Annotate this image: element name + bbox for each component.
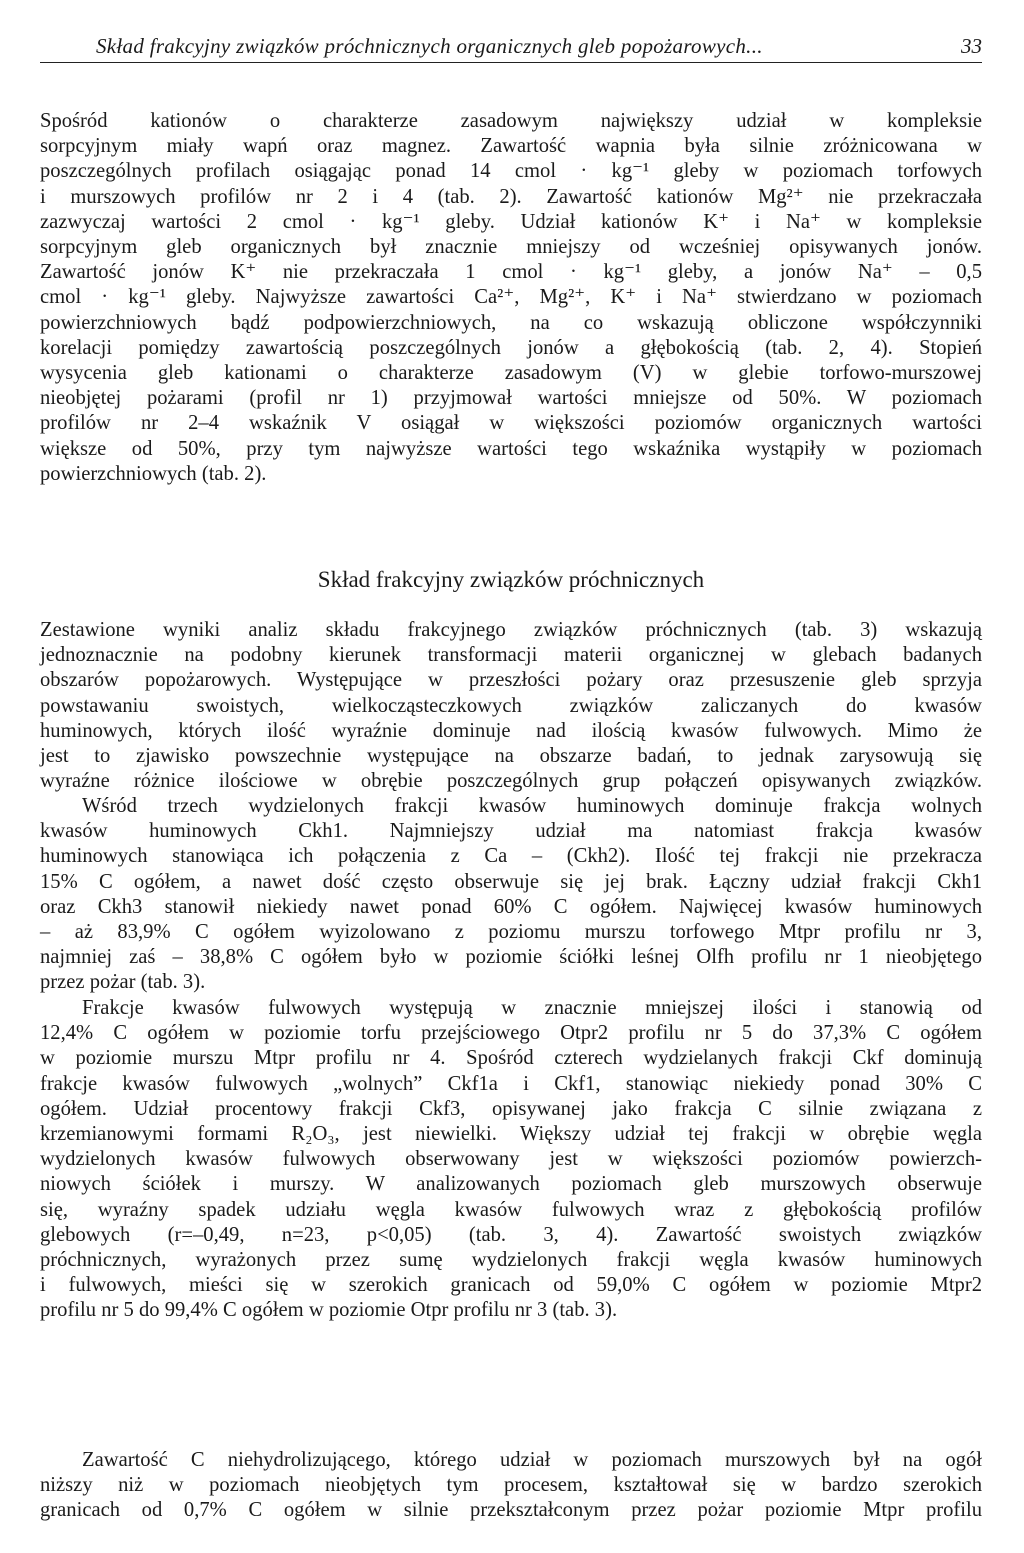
text-line: powierzchniowych bądź podpowierzchniowych, na co wskazują obliczone współczynniki bbox=[40, 311, 982, 334]
text-line: powierzchniowych (tab. 2). bbox=[40, 462, 267, 485]
text-line: powstawaniu swoistych, wielkocząsteczkowych związków zaliczanych do kwasów bbox=[40, 694, 982, 717]
text-line: sorpcyjnym gleb organicznych był znacznie mniejszy od wcześniej opisywanych jonów. bbox=[40, 236, 982, 259]
paragraph-cations bbox=[40, 109, 982, 487]
text-line: Spośród kationów o charakterze zasadowym największy udział w kompleksie bbox=[40, 110, 982, 132]
running-header-title: Skład frakcyjny związków próchnicznych organicznych gleb popożarowych... bbox=[96, 34, 763, 58]
text-line: wyraźne różnice ilościowe w obrębie poszczególnych grup połączeń opisywanych związków. bbox=[40, 770, 982, 793]
text-line: kwasów huminowych Ckh1. Najmniejszy udział ma natomiast frakcja kwasów bbox=[40, 820, 982, 843]
text-line: nieobjętej pożarami (profil nr 1) przyjmował wartości mniejsze od 50%. W poziomach bbox=[40, 387, 982, 410]
text-line: Zawartość jonów K⁺ nie przekraczała 1 cmol · kg⁻¹ gleby, a jonów Na⁺ – 0,5 bbox=[40, 261, 982, 284]
text-line: w poziomie murszu Mtpr profilu nr 4. Spośród czterech wydzielanych frakcji Ckf dominują bbox=[40, 1047, 982, 1070]
text-line: wysycenia gleb kationami o charakterze zasadowym (V) w glebie torfowo-murszowej bbox=[40, 362, 982, 385]
text-line: Frakcje kwasów fulwowych występują w znacznie mniejszej ilości i stanowią od bbox=[82, 997, 982, 1019]
text-line: Wśród trzech wydzielonych frakcji kwasów huminowych dominuje frakcja wolnych bbox=[82, 795, 982, 817]
text-line: próchnicznych, wyrażonych przez sumę wydzielonych frakcji węgla kwasów huminowych bbox=[40, 1249, 982, 1272]
text-line: granicach od 0,7% C ogółem w silnie przekształconym przez pożar poziomie Mtpr profilu bbox=[40, 1499, 982, 1522]
text-line: zazwyczaj wartości 2 cmol · kg⁻¹ gleby. Udział kationów K⁺ i Na⁺ w kompleksie bbox=[40, 210, 982, 233]
text-line: jest to zjawisko powszechnie występujące na obszarze badań, to jednak zarysowują się bbox=[40, 745, 982, 768]
text-line: 12,4% C ogółem w poziomie torfu przejściowego Otpr2 profilu nr 5 do 37,3% C ogółem bbox=[40, 1022, 982, 1045]
text-line: jednoznacznie na podobny kierunek transformacji materii organicznej w glebach badanych bbox=[40, 644, 982, 667]
text-line: niższy niż w poziomach nieobjętych tym procesem, kształtował się w bardzo szerokich bbox=[40, 1474, 982, 1497]
text-line: sorpcyjnym miały wapń oraz magnez. Zawartość wapnia była silnie zróżnicowana w bbox=[40, 135, 982, 158]
text-line: korelacji pomiędzy zawartością poszczególnych jonów a głębokością (tab. 2, 4). Stopień bbox=[40, 336, 982, 359]
page-number: 33 bbox=[961, 34, 982, 58]
text-line: oraz Ckh3 stanowił niekiedy nawet ponad 60% C ogółem. Najwięcej kwasów huminowych bbox=[40, 895, 982, 918]
text-line: się, wyraźny spadek udziału węgla kwasów fulwowych wraz z głębokością profilów bbox=[40, 1198, 982, 1221]
text-line: obszarów popożarowych. Występujące w przeszłości pożary oraz przesuszenie gleb sprzyja bbox=[40, 669, 982, 692]
text-line: poszczególnych profilach osiągając ponad 14 cmol · kg⁻¹ gleby w poziomach torfowych bbox=[40, 160, 982, 183]
text-line: i fulwowych, mieści się w szerokich granicach od 59,0% C ogółem w poziomie Mtpr2 bbox=[40, 1274, 982, 1297]
paragraph-humic-acids bbox=[40, 794, 982, 996]
text-line: Zawartość C niehydrolizującego, którego udział w poziomach murszowych był na ogół bbox=[82, 1449, 982, 1471]
text-line: i murszowych profilów nr 2 i 4 (tab. 2). Zawartość kationów Mg²⁺ nie przekraczała bbox=[40, 185, 982, 208]
text-line: krzemianowymi formami R₂O₃, jest niewielki. Większy udział tej frakcji w obrębie węgla bbox=[40, 1123, 982, 1146]
text-line: huminowych, których ilość wyraźnie dominuje nad ilością kwasów fulwowych. Mimo że bbox=[40, 719, 982, 742]
text-line: ogółem. Udział procentowy frakcji Ckf3, opisywanej jako frakcja C silnie związana z bbox=[40, 1097, 982, 1120]
text-line: 15% C ogółem, a nawet dość często obserwuje się jej brak. Łączny udział frakcji Ckh1 bbox=[40, 870, 982, 893]
text-line: niowych ściółek i murszy. W analizowanych poziomach gleb murszowych obserwuje bbox=[40, 1173, 982, 1196]
text-line: większe od 50%, przy tym najwyższe wartości tego wskaźnika wystąpiły w poziomach bbox=[40, 437, 982, 460]
paragraph-nonhydrolysable-c bbox=[40, 1448, 982, 1524]
running-header bbox=[40, 28, 982, 63]
paragraph-fulvic-acids bbox=[40, 996, 982, 1324]
text-line: przez pożar (tab. 3). bbox=[40, 971, 206, 994]
text-line: cmol · kg⁻¹ gleby. Najwyższe zawartości Ca²⁺, Mg²⁺, K⁺ i Na⁺ stwierdzano w poziomach bbox=[40, 286, 982, 309]
text-line: wydzielonych kwasów fulwowych obserwowany jest w większości poziomów powierzch- bbox=[40, 1148, 982, 1171]
paragraph-fraction-summary bbox=[40, 618, 982, 794]
text-line: huminowych stanowiąca ich połączenia z Ca – (Ckh2). Ilość tej frakcji nie przekracza bbox=[40, 845, 982, 868]
document-page bbox=[40, 0, 982, 1553]
text-line: glebowych (r=–0,49, n=23, p<0,05) (tab. 3, 4). Zawartość swoistych związków bbox=[40, 1223, 982, 1246]
text-line: najmniej zaś – 38,8% C ogółem było w poziomie ściółki leśnej Olfh profilu nr 1 nieobjętego bbox=[40, 946, 982, 969]
text-line: profilów nr 2–4 wskaźnik V osiągał w większości poziomów organicznych wartości bbox=[40, 412, 982, 435]
text-line: Zestawione wyniki analiz składu frakcyjnego związków próchnicznych (tab. 3) wskazują bbox=[40, 619, 982, 641]
text-line: profilu nr 5 do 99,4% C ogółem w poziomie Otpr profilu nr 3 (tab. 3). bbox=[40, 1299, 618, 1322]
text-line: – aż 83,9% C ogółem wyizolowano z poziomu murszu torfowego Mtpr profilu nr 3, bbox=[40, 921, 982, 944]
section-heading: Skład frakcyjny związków próchnicznych bbox=[317, 567, 705, 592]
text-line: frakcje kwasów fulwowych „wolnych” Ckf1a i Ckf1, stanowiąc niekiedy ponad 30% C bbox=[40, 1072, 982, 1095]
